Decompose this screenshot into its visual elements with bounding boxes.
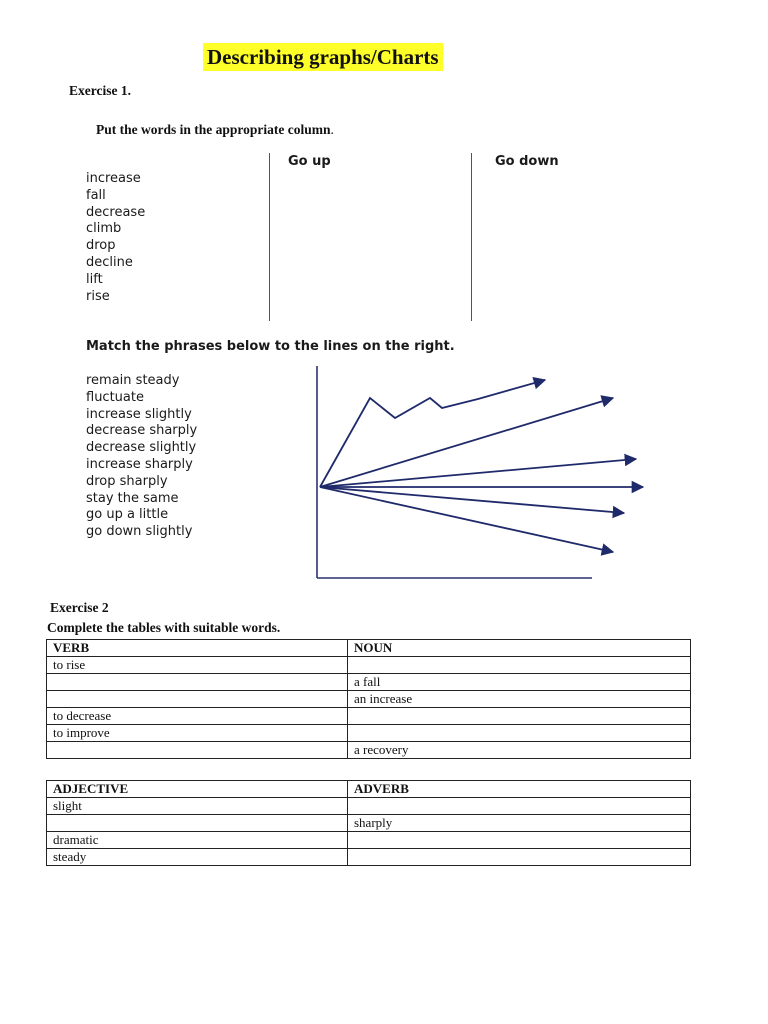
table-row bbox=[47, 674, 691, 691]
column-go-down: Go down bbox=[495, 154, 559, 169]
table-row bbox=[47, 657, 691, 674]
list-item: decrease bbox=[86, 204, 146, 220]
exercise1-instruction bbox=[96, 122, 334, 138]
table-cell[interactable] bbox=[348, 725, 691, 742]
table-cell[interactable] bbox=[47, 691, 348, 708]
list-item: stay the same bbox=[86, 490, 179, 506]
table-cell[interactable]: slight bbox=[47, 798, 348, 815]
table-row bbox=[47, 832, 691, 849]
table-row bbox=[47, 849, 691, 866]
table-header: ADVERB bbox=[348, 781, 691, 798]
line-decrease-slightly bbox=[320, 487, 624, 513]
table-cell[interactable] bbox=[348, 849, 691, 866]
page-title: Describing graphs/Charts bbox=[207, 45, 439, 69]
exercise1-instruction-period: . bbox=[330, 122, 334, 137]
list-item: go down slightly bbox=[86, 524, 193, 540]
table-cell[interactable]: to decrease bbox=[47, 708, 348, 725]
exercise2-instruction: Complete the tables with suitable words. bbox=[47, 620, 281, 635]
list-item: fall bbox=[86, 187, 106, 203]
list-item: rise bbox=[86, 288, 110, 304]
table-cell[interactable] bbox=[47, 815, 348, 832]
list-item: fluctuate bbox=[86, 389, 144, 405]
list-item: increase bbox=[86, 171, 141, 186]
list-item: lift bbox=[86, 271, 103, 287]
exercise1-instruction-text: Put the words in the appropriate column bbox=[96, 122, 331, 137]
table-cell[interactable]: a recovery bbox=[348, 742, 691, 759]
list-item: drop bbox=[86, 238, 116, 254]
table-cell[interactable] bbox=[47, 674, 348, 691]
table-cell[interactable]: dramatic bbox=[47, 832, 348, 849]
title-highlight bbox=[203, 43, 443, 71]
phrase-list bbox=[86, 373, 197, 541]
list-item: remain steady bbox=[86, 373, 180, 388]
exercise2-heading: Exercise 2 bbox=[50, 600, 109, 615]
table-cell[interactable]: a fall bbox=[348, 674, 691, 691]
list-item: increase slightly bbox=[86, 406, 192, 422]
match-instruction: Match the phrases below to the lines on the right. bbox=[86, 339, 455, 354]
adjective-adverb-table bbox=[46, 780, 691, 866]
table-cell[interactable]: to rise bbox=[47, 657, 348, 674]
list-item: drop sharply bbox=[86, 473, 168, 489]
column-divider-right bbox=[471, 153, 472, 321]
table-header-row bbox=[47, 781, 691, 798]
table-header: VERB bbox=[47, 640, 348, 657]
exercise1-heading: Exercise 1. bbox=[69, 83, 131, 98]
table-row bbox=[47, 691, 691, 708]
table-cell[interactable] bbox=[348, 657, 691, 674]
list-item: decrease sharply bbox=[86, 423, 198, 439]
table-cell[interactable]: sharply bbox=[348, 815, 691, 832]
trend-lines-diagram bbox=[300, 360, 660, 585]
table-cell[interactable] bbox=[47, 742, 348, 759]
column-divider-left bbox=[269, 153, 270, 321]
table-cell[interactable]: an increase bbox=[348, 691, 691, 708]
table-header: NOUN bbox=[348, 640, 691, 657]
table-cell[interactable] bbox=[348, 798, 691, 815]
list-item: go up a little bbox=[86, 507, 169, 523]
table-header-row bbox=[47, 640, 691, 657]
table-cell[interactable]: steady bbox=[47, 849, 348, 866]
table-row bbox=[47, 725, 691, 742]
list-item: decrease slightly bbox=[86, 440, 197, 456]
table-cell[interactable] bbox=[348, 832, 691, 849]
word-list bbox=[86, 171, 145, 305]
table-cell[interactable]: to improve bbox=[47, 725, 348, 742]
table-header: ADJECTIVE bbox=[47, 781, 348, 798]
table-row bbox=[47, 742, 691, 759]
list-item: climb bbox=[86, 221, 122, 237]
table-row bbox=[47, 708, 691, 725]
column-go-up: Go up bbox=[288, 154, 331, 169]
list-item: increase sharply bbox=[86, 456, 193, 472]
table-row bbox=[47, 815, 691, 832]
list-item: decline bbox=[86, 254, 133, 270]
verb-noun-table bbox=[46, 639, 691, 759]
line-decrease-sharply bbox=[320, 487, 613, 552]
table-row bbox=[47, 798, 691, 815]
table-cell[interactable] bbox=[348, 708, 691, 725]
